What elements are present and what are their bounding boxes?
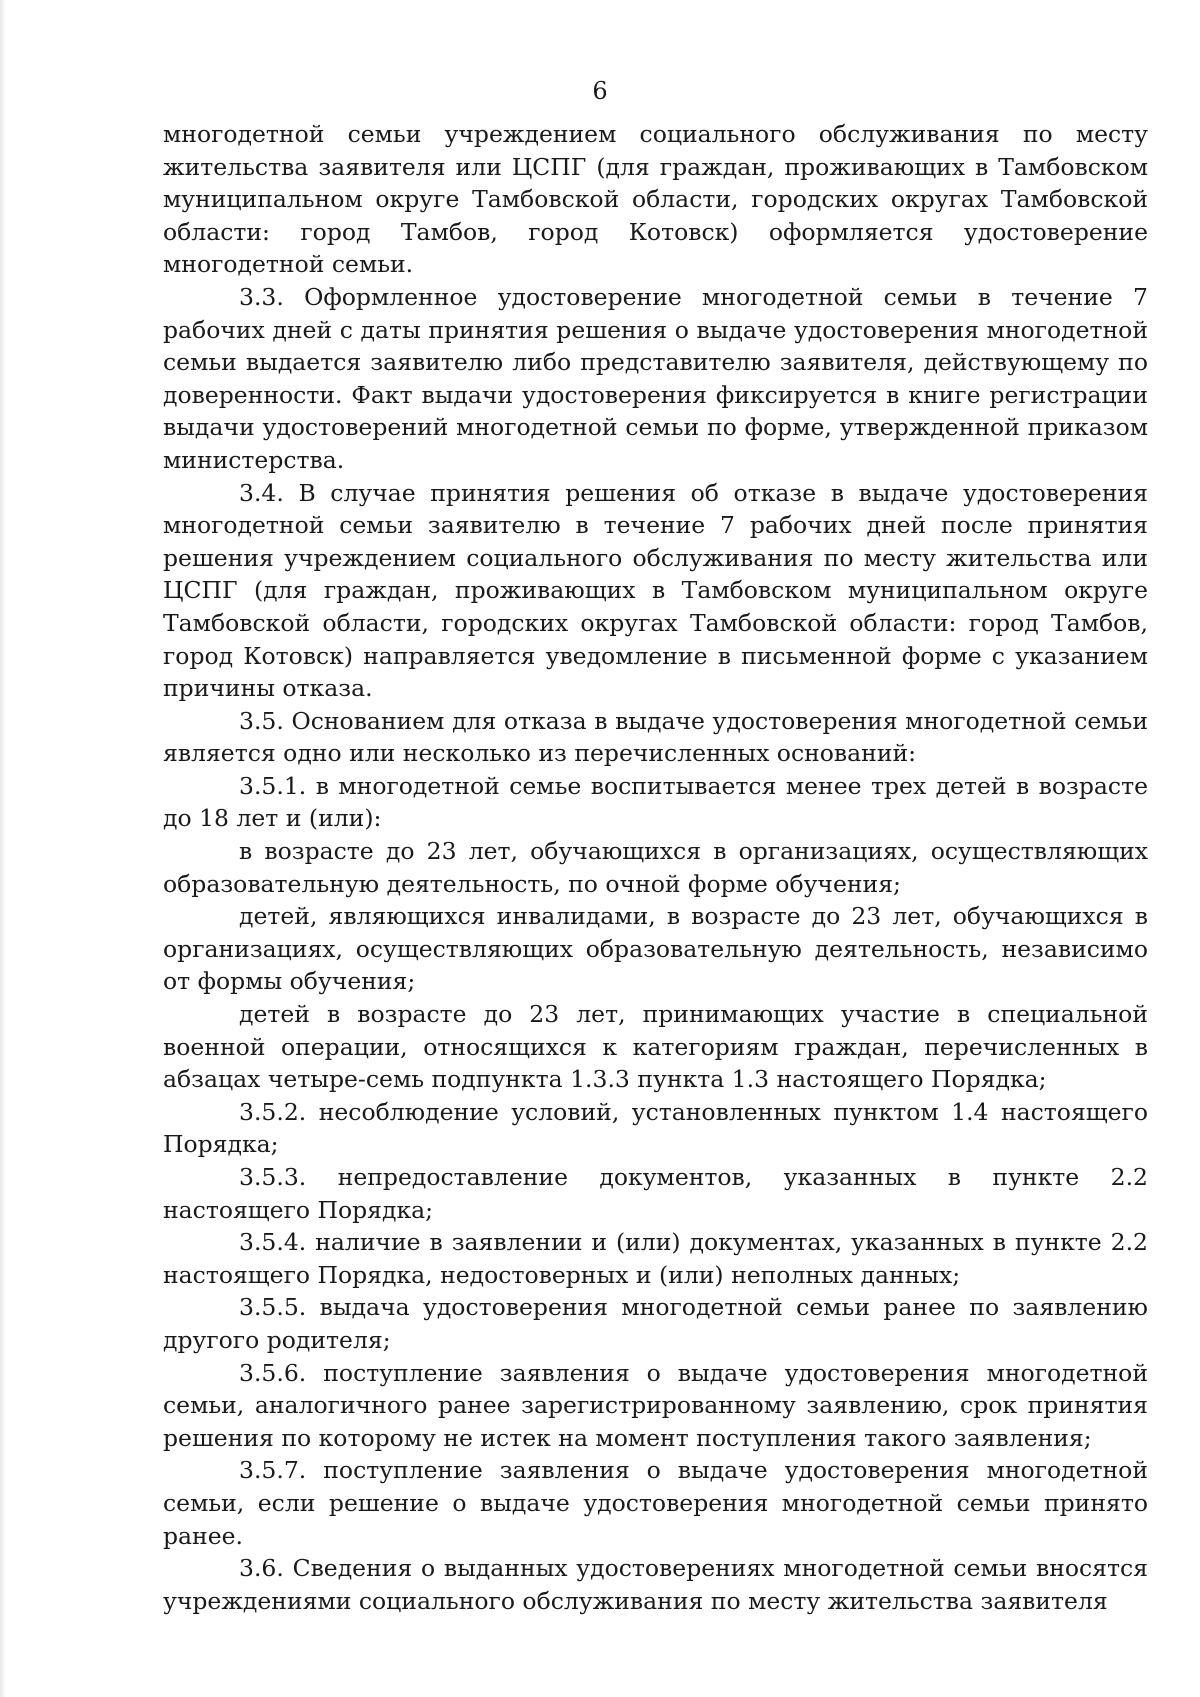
- scan-edge-shadow: [0, 0, 6, 1697]
- paragraph-3-5-6: 3.5.6. поступление заявления о выдаче удостоверения многодетной семьи, аналогичного ранее зарегистрированному заявлению, срок принятия решения по которому не истек на момент поступления такого заявления;: [163, 1358, 1148, 1452]
- paragraph-3-3: 3.3. Оформленное удостоверение многодетной семьи в течение 7 рабочих дней с даты принятия решения о выдаче удостоверения многодетной семьи выдается заявителю либо представителю заявителя, действующему по доверенности. Факт выдачи удостоверения фиксируется в книге регистрации выдачи удостоверений многодетной семьи по форме, утвержденной приказом министерства.: [163, 282, 1148, 474]
- page-number: 6: [592, 77, 608, 105]
- paragraph-3-5-4: 3.5.4. наличие в заявлении и (или) документах, указанных в пункте 2.2 настоящего Порядка, недостоверных и (или) неполных данных;: [163, 1228, 1148, 1289]
- paragraph-3-4: 3.4. В случае принятия решения об отказе в выдаче удостоверения многодетной семьи заявителю в течение 7 рабочих дней после принятия решения учреждением социального обслуживания по месту жительства или ЦСПГ (для граждан, проживающих в Тамбовском муниципальном округе Тамбовской области, городских округах Тамбовской области: город Тамбов, город Котовск) направляется уведомление в письменной форме с указанием причины отказа.: [163, 478, 1148, 703]
- paragraph-3-5: 3.5. Основанием для отказа в выдаче удостоверения многодетной семьи является одно или несколько из перечисленных оснований:: [163, 706, 1148, 768]
- paragraph-3-5-2: 3.5.2. несоблюдение условий, установленных пунктом 1.4 настоящего Порядка;: [163, 1097, 1148, 1159]
- paragraph-3-5-1: 3.5.1. в многодетной семье воспитывается менее трех детей в возрасте до 18 лет и (или):: [163, 771, 1148, 833]
- paragraph-3-5-1-item-military: детей в возрасте до 23 лет, принимающих участие в специальной военной операции, относящихся к категориям граждан, перечисленных в абзацах четыре-семь подпункта 1.3.3 пункта 1.3 настоящего Порядка;: [163, 1000, 1148, 1094]
- paragraph-3-5-3: 3.5.3. непредоставление документов, указанных в пункте 2.2 настоящего Порядка;: [163, 1163, 1148, 1224]
- document-body: [163, 118, 1148, 1617]
- paragraph-3-5-1-item-disabled: детей, являющихся инвалидами, в возрасте до 23 лет, обучающихся в организациях, осуществляющих образовательную деятельность, независимо от формы обучения;: [163, 902, 1148, 996]
- paragraph-3-5-5: 3.5.5. выдача удостоверения многодетной семьи ранее по заявлению другого родителя;: [163, 1293, 1148, 1354]
- paragraph-3-6: 3.6. Сведения о выданных удостоверениях многодетной семьи вносятся учреждениями социального обслуживания по месту жительства заявителя: [163, 1554, 1148, 1615]
- paragraph-3-5-1-item-students: в возрасте до 23 лет, обучающихся в организациях, осуществляющих образовательную деятельность, по очной форме обучения;: [163, 837, 1148, 898]
- paragraph-continuation: многодетной семьи учреждением социального обслуживания по месту жительства заявителя или ЦСПГ (для граждан, проживающих в Тамбовском муниципальном округе Тамбовской области, городских округах Тамбовской области: город Тамбов, город Котовск) оформляется удостоверение многодетной семьи.: [163, 120, 1148, 279]
- paragraph-3-5-7: 3.5.7. поступление заявления о выдаче удостоверения многодетной семьи, если решение о выдаче удостоверения многодетной семьи принято ранее.: [163, 1456, 1148, 1550]
